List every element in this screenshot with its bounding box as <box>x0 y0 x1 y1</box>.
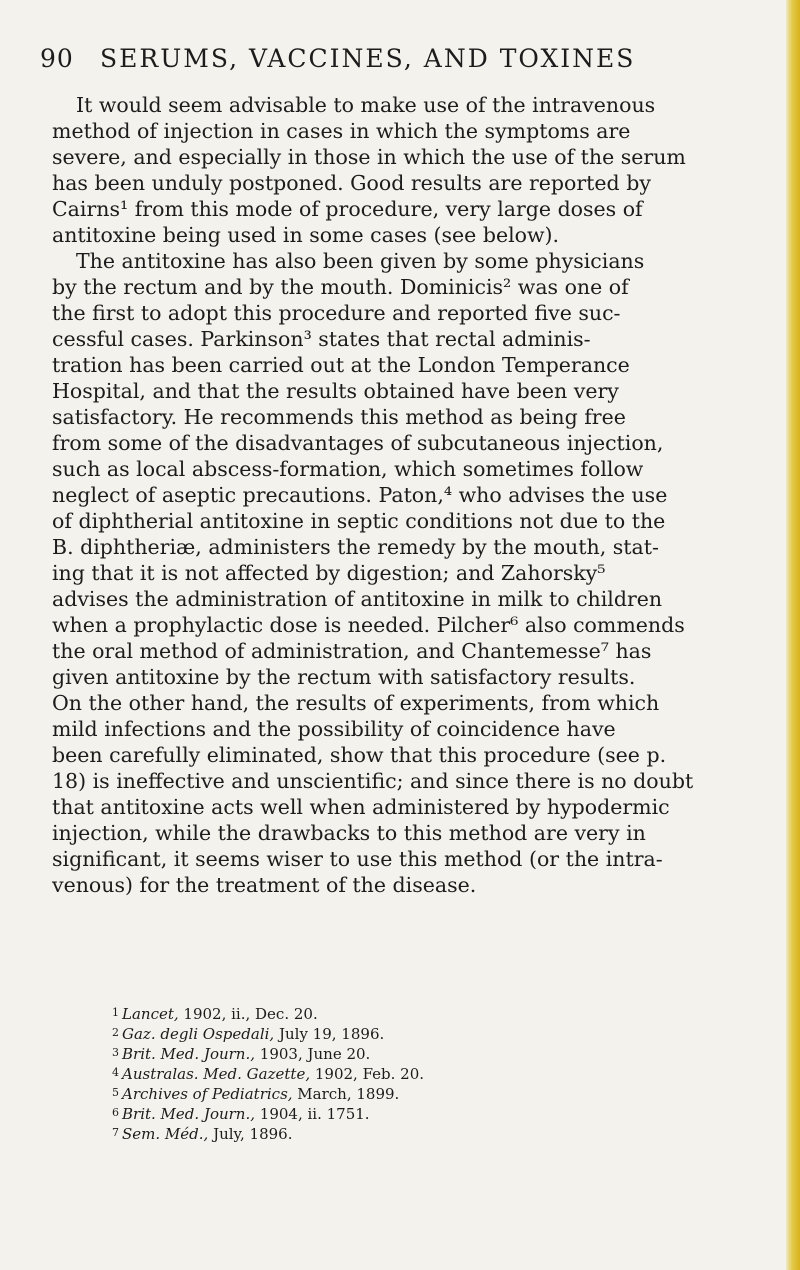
footnote-detail: 1902, Feb. 20. <box>310 1065 425 1083</box>
text-line: antitoxine being used in some cases (see below). <box>52 223 560 247</box>
footnote-detail: July, 1896. <box>208 1125 293 1143</box>
footnote-detail: March, 1899. <box>292 1085 400 1103</box>
footnote-source: Lancet, <box>122 1005 179 1023</box>
footnote <box>112 1003 732 1023</box>
text-line: It would seem advisable to make use of the intravenous <box>76 93 656 117</box>
text-line: significant, it seems wiser to use this method (or the intra- <box>52 847 663 871</box>
footnote-number: 4 <box>112 1066 119 1079</box>
text-line: the first to adopt this procedure and reported five suc- <box>52 301 621 325</box>
text-line: when a prophylactic dose is needed. Pilcher⁶ also commends <box>52 613 685 637</box>
body-text <box>52 92 772 898</box>
page-number: 90 <box>40 44 74 73</box>
text-line: tration has been carried out at the London Temperance <box>52 353 630 377</box>
footnote <box>112 1083 732 1103</box>
footnote-number: 6 <box>112 1106 119 1119</box>
text-line: of diphtherial antitoxine in septic conditions not due to the <box>52 509 666 533</box>
page-edge <box>786 0 800 1270</box>
text-line: from some of the disadvantages of subcutaneous injection, <box>52 431 664 455</box>
text-line: given antitoxine by the rectum with satisfactory results. <box>52 665 636 689</box>
footnote <box>112 1103 732 1123</box>
footnote-number: 3 <box>112 1046 119 1059</box>
text-line: Cairns¹ from this mode of procedure, very large doses of <box>52 197 643 221</box>
footnote-source: Gaz. degli Ospedali, <box>122 1025 275 1043</box>
text-line: cessful cases. Parkinson³ states that rectal adminis- <box>52 327 591 351</box>
text-line: venous) for the treatment of the disease. <box>52 873 477 897</box>
text-line: advises the administration of antitoxine in milk to children <box>52 587 663 611</box>
footnote-source: Brit. Med. Journ., <box>122 1105 256 1123</box>
footnote <box>112 1123 732 1143</box>
footnote-source: Archives of Pediatrics, <box>122 1085 293 1103</box>
footnote-number: 2 <box>112 1026 119 1039</box>
footnote-source: Brit. Med. Journ., <box>122 1045 256 1063</box>
footnote-number: 5 <box>112 1086 119 1099</box>
page-header <box>40 44 740 84</box>
footnote-detail: 1902, ii., Dec. 20. <box>178 1005 318 1023</box>
running-title: SERUMS, VACCINES, AND TOXINES <box>100 44 636 73</box>
footnote-source: Sem. Méd., <box>122 1125 209 1143</box>
footnote-source: Australas. Med. Gazette, <box>122 1065 311 1083</box>
text-line: has been unduly postponed. Good results are reported by <box>52 171 651 195</box>
text-line: such as local abscess-formation, which sometimes follow <box>52 457 644 481</box>
footnotes <box>112 1003 732 1143</box>
footnote <box>112 1063 732 1083</box>
text-line: B. diphtheriæ, administers the remedy by the mouth, stat- <box>52 535 659 559</box>
text-line: been carefully eliminated, show that this procedure (see p. <box>52 743 667 767</box>
footnote-number: 1 <box>112 1006 119 1019</box>
footnote <box>112 1023 732 1043</box>
footnote-detail: 1904, ii. 1751. <box>255 1105 370 1123</box>
text-line: On the other hand, the results of experiments, from which <box>52 691 660 715</box>
text-line: method of injection in cases in which the symptoms are <box>52 119 631 143</box>
text-line: severe, and especially in those in which the use of the serum <box>52 145 686 169</box>
text-line: satisfactory. He recommends this method as being free <box>52 405 626 429</box>
text-line: injection, while the drawbacks to this method are very in <box>52 821 646 845</box>
footnote-number: 7 <box>112 1126 119 1139</box>
text-line: mild infections and the possibility of coincidence have <box>52 717 616 741</box>
text-line: the oral method of administration, and Chantemesse⁷ has <box>52 639 652 663</box>
text-line: neglect of aseptic precautions. Paton,⁴ who advises the use <box>52 483 668 507</box>
text-line: Hospital, and that the results obtained have been very <box>52 379 619 403</box>
text-line: by the rectum and by the mouth. Dominicis² was one of <box>52 275 629 299</box>
text-line: 18) is ineffective and unscientific; and since there is no doubt <box>52 769 694 793</box>
text-line: that antitoxine acts well when administered by hypodermic <box>52 795 670 819</box>
footnote-detail: 1903, June 20. <box>255 1045 371 1063</box>
text-line: ing that it is not affected by digestion; and Zahorsky⁵ <box>52 561 606 585</box>
footnote <box>112 1043 732 1063</box>
text-line: The antitoxine has also been given by some physicians <box>76 249 645 273</box>
footnote-detail: July 19, 1896. <box>274 1025 385 1043</box>
